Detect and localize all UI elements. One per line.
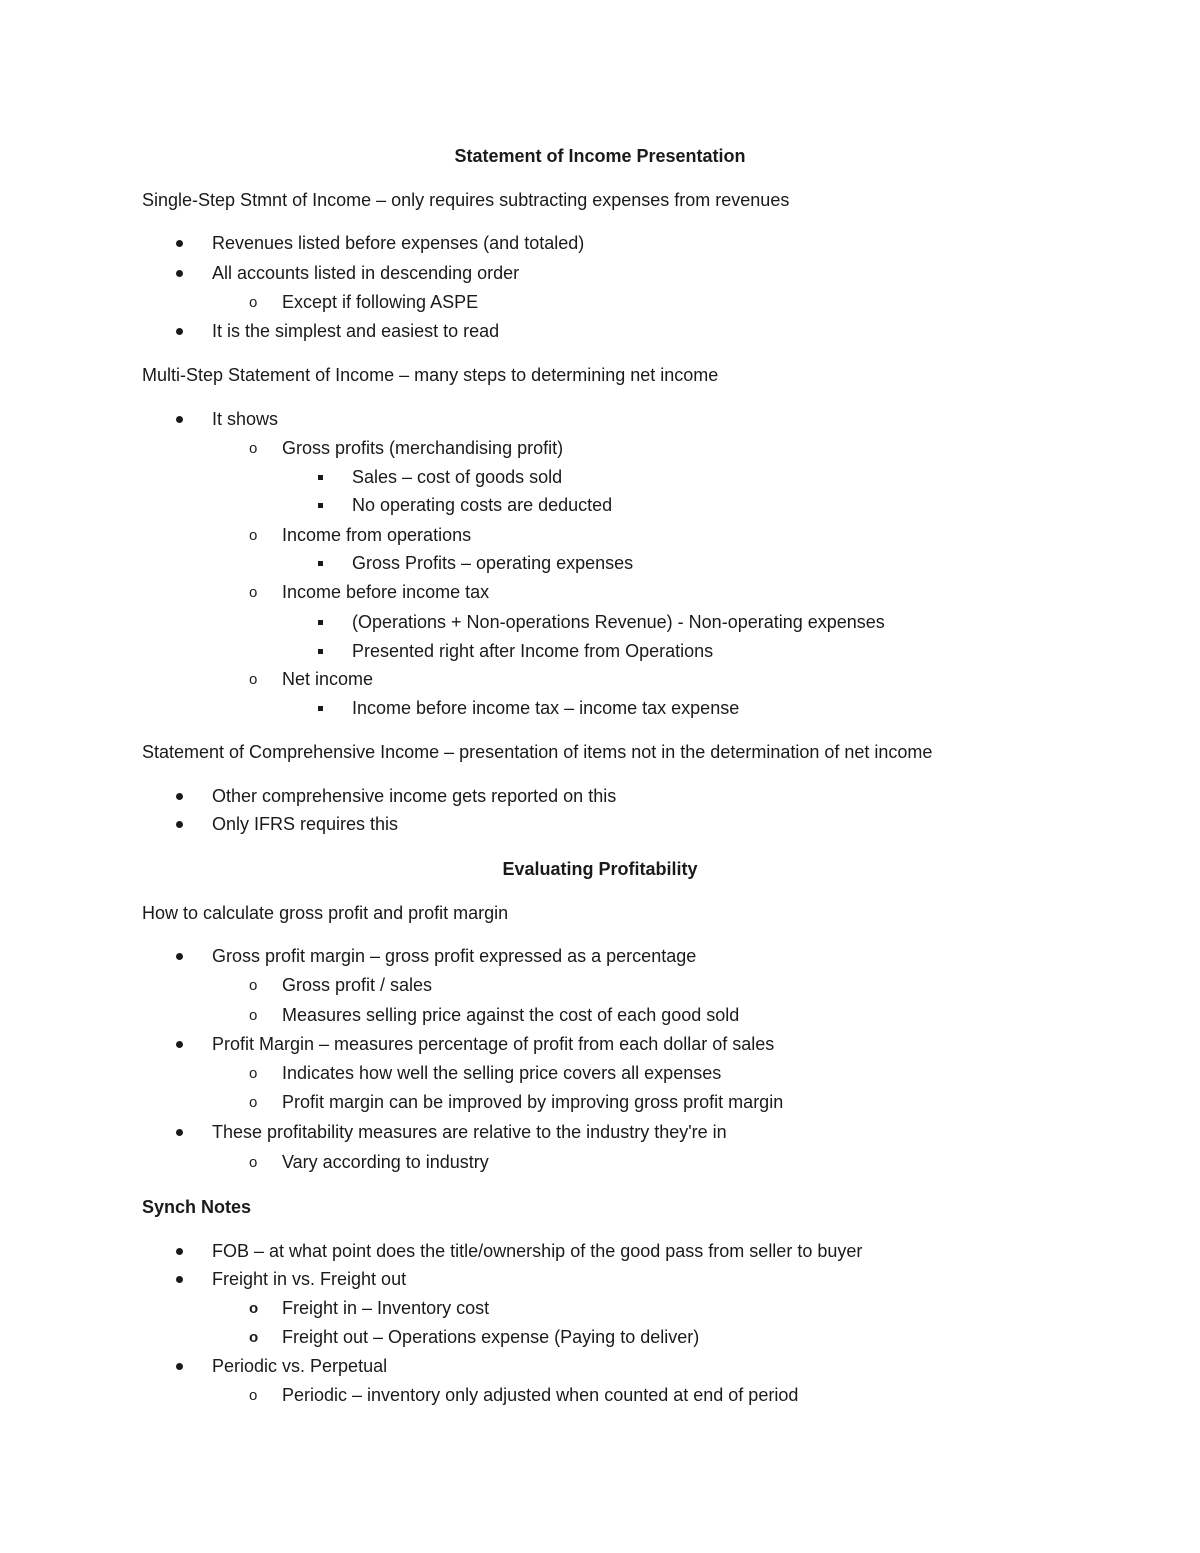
list-item — [212, 1354, 387, 1378]
list-item — [352, 696, 739, 720]
heading-synch-notes: Synch Notes — [142, 1197, 252, 1217]
list-item-text: Freight in vs. Freight out — [212, 1269, 407, 1289]
list-item-text: Other comprehensive income gets reported on this — [212, 786, 617, 806]
bullet-dot-icon — [176, 240, 183, 247]
list-item — [212, 319, 499, 343]
list-item-text: Sales – cost of goods sold — [352, 467, 563, 487]
bullet-circle-icon: o — [249, 1387, 258, 1404]
bullet-circle-icon: o — [249, 1300, 259, 1317]
bullet-circle-icon: o — [249, 294, 258, 311]
list-item-text: It shows — [212, 409, 279, 429]
list-item-text: Profit margin can be improved by improving gross profit margin — [282, 1092, 784, 1112]
bullet-dot-icon — [176, 328, 183, 335]
bullet-square-icon — [318, 475, 323, 480]
list-item — [212, 231, 584, 255]
bullet-square-icon — [318, 561, 323, 566]
list-item — [249, 523, 472, 547]
list-item-text: Freight out – Operations expense (Paying to deliver) — [282, 1327, 700, 1347]
bullet-dot-icon — [176, 416, 183, 423]
single-step-intro: Single-Step Stmnt of Income – only requires subtracting expenses from revenues — [142, 190, 790, 210]
list-item — [352, 493, 612, 517]
list-item-text: Income before income tax — [282, 582, 490, 602]
bullet-circle-icon: o — [249, 584, 258, 601]
bullet-square-icon — [318, 649, 323, 654]
list-item — [212, 407, 278, 431]
list-item — [212, 784, 616, 808]
bullet-circle-icon: o — [249, 1065, 258, 1082]
multi-step-intro: Multi-Step Statement of Income – many steps to determining net income — [142, 365, 719, 385]
list-item-text: (Operations + Non-operations Revenue) - Non-operating expenses — [352, 612, 885, 632]
list-item-text: Profit Margin – measures percentage of profit from each dollar of sales — [212, 1034, 775, 1054]
list-item — [249, 436, 564, 460]
list-item — [212, 261, 519, 285]
list-item — [212, 1120, 727, 1144]
list-item-text: It is the simplest and easiest to read — [212, 321, 500, 341]
bullet-circle-icon: o — [249, 1007, 258, 1024]
bullet-circle-icon: o — [249, 671, 258, 688]
list-item — [249, 1296, 490, 1320]
list-item — [352, 551, 633, 575]
list-item-text: Gross profits (merchandising profit) — [282, 438, 564, 458]
bullet-dot-icon — [176, 1041, 183, 1048]
bullet-circle-icon: o — [249, 1094, 258, 1111]
list-item-text: Gross Profits – operating expenses — [352, 553, 634, 573]
list-item-text: Measures selling price against the cost of each good sold — [282, 1005, 740, 1025]
bullet-dot-icon — [176, 953, 183, 960]
list-item-text: FOB – at what point does the title/ownership of the good pass from seller to buyer — [212, 1241, 863, 1261]
list-item — [352, 610, 885, 634]
list-item-text: Indicates how well the selling price covers all expenses — [282, 1063, 722, 1083]
list-item — [249, 1003, 740, 1027]
comprehensive-intro: Statement of Comprehensive Income – presentation of items not in the determination of net income — [142, 742, 933, 762]
list-item-text: Gross profit / sales — [282, 975, 433, 995]
list-item-text: No operating costs are deducted — [352, 495, 613, 515]
list-item — [352, 639, 713, 663]
bullet-circle-icon: o — [249, 440, 258, 457]
list-item — [249, 667, 374, 691]
bullet-dot-icon — [176, 1248, 183, 1255]
bullet-dot-icon — [176, 1129, 183, 1136]
list-item-text: Net income — [282, 669, 374, 689]
list-item-text: Income from operations — [282, 525, 472, 545]
list-item — [212, 1267, 406, 1291]
bullet-square-icon — [318, 503, 323, 508]
bullet-dot-icon — [176, 1363, 183, 1370]
list-item — [249, 580, 490, 604]
bullet-dot-icon — [176, 821, 183, 828]
bullet-dot-icon — [176, 1276, 183, 1283]
list-item-text: Vary according to industry — [282, 1152, 489, 1172]
heading-evaluating-profitability: Evaluating Profitability — [502, 859, 698, 879]
heading-statement-of-income: Statement of Income Presentation — [454, 146, 746, 166]
list-item-text: Gross profit margin – gross profit expressed as a percentage — [212, 946, 697, 966]
bullet-square-icon — [318, 620, 323, 625]
profitability-intro: How to calculate gross profit and profit margin — [142, 903, 509, 923]
list-item-text: Presented right after Income from Operations — [352, 641, 714, 661]
list-item-text: All accounts listed in descending order — [212, 263, 520, 283]
list-item — [212, 944, 696, 968]
list-item-text: Except if following ASPE — [282, 292, 479, 312]
list-item-text: Periodic vs. Perpetual — [212, 1356, 388, 1376]
list-item — [212, 812, 398, 836]
list-item — [212, 1239, 862, 1263]
list-item — [249, 1150, 489, 1174]
list-item — [249, 1090, 784, 1114]
bullet-circle-icon: o — [249, 1154, 258, 1171]
list-item-text: Only IFRS requires this — [212, 814, 399, 834]
list-item — [249, 1325, 700, 1349]
list-item — [249, 290, 479, 314]
bullet-circle-icon: o — [249, 1329, 259, 1346]
list-item — [352, 465, 562, 489]
bullet-dot-icon — [176, 793, 183, 800]
list-item-text: Periodic – inventory only adjusted when counted at end of period — [282, 1385, 799, 1405]
list-item — [249, 973, 433, 997]
bullet-dot-icon — [176, 270, 183, 277]
list-item-text: Freight in – Inventory cost — [282, 1298, 490, 1318]
bullet-square-icon — [318, 706, 323, 711]
list-item-text: Revenues listed before expenses (and totaled) — [212, 233, 585, 253]
bullet-circle-icon: o — [249, 527, 258, 544]
list-item-text: Income before income tax – income tax expense — [352, 698, 740, 718]
list-item — [249, 1061, 722, 1085]
list-item — [212, 1032, 774, 1056]
list-item-text: These profitability measures are relative to the industry they're in — [212, 1122, 727, 1142]
bullet-circle-icon: o — [249, 977, 258, 994]
list-item — [249, 1383, 799, 1407]
